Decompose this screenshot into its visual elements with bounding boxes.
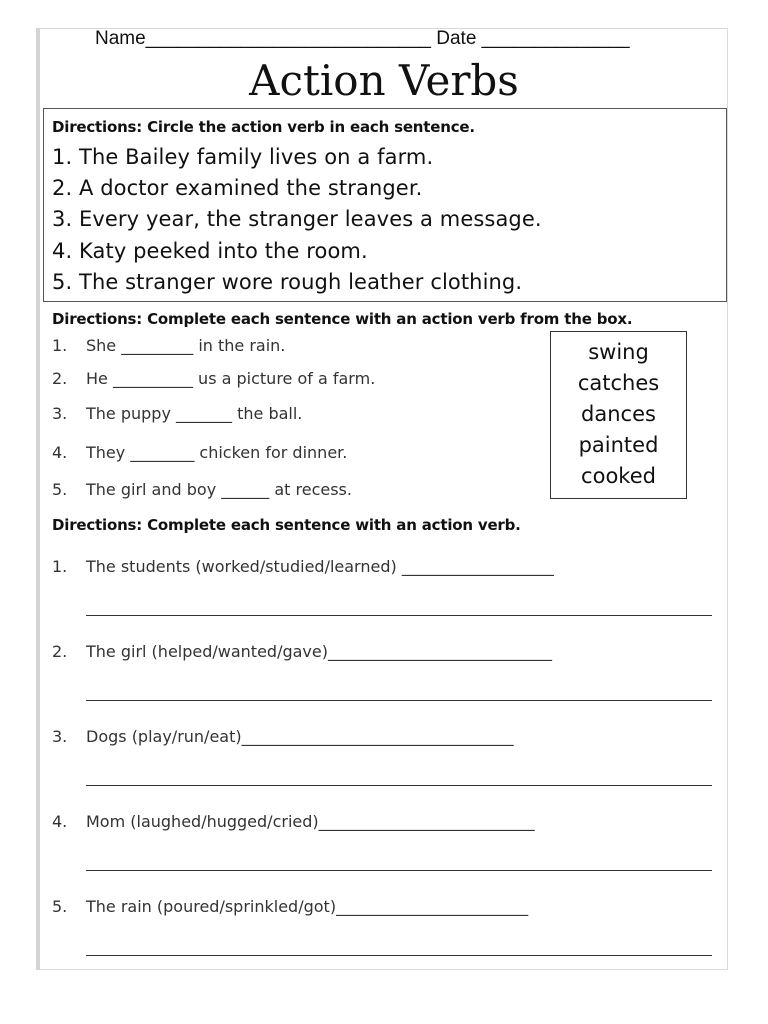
part3-sentence-1: The students (worked/studied/learned) ___________________ [86, 557, 554, 576]
part1-sentence-3: 3. Every year, the stranger leaves a message. [52, 207, 542, 231]
answer-line [86, 615, 712, 616]
part3-sentence-2: The girl (helped/wanted/gave)____________________________ [86, 642, 552, 661]
word-box [550, 331, 687, 499]
part3-num-1: 1. [52, 557, 68, 576]
part3-num-5: 5. [52, 897, 68, 916]
part1-sentence-1: 1. The Bailey family lives on a farm. [52, 145, 434, 169]
part2-sentence-3: The puppy _______ the ball. [86, 404, 303, 423]
part1-sentence-5: 5. The stranger wore rough leather clothing. [52, 270, 523, 294]
answer-line [86, 785, 712, 786]
part1-sentence-4: 4. Katy peeked into the room. [52, 239, 368, 263]
answer-line [86, 955, 712, 956]
part3-num-4: 4. [52, 812, 68, 831]
part2-sentence-2: He __________ us a picture of a farm. [86, 369, 376, 388]
part2-num-3: 3. [52, 404, 68, 423]
part2-num-4: 4. [52, 443, 68, 462]
name-date-line: Name___________________________ Date ______________ [95, 28, 630, 49]
page-title: Action Verbs [249, 56, 519, 105]
part2-num-5: 5. [52, 480, 68, 499]
part2-sentence-4: They ________ chicken for dinner. [86, 443, 348, 462]
part2-num-1: 1. [52, 336, 68, 355]
part3-num-2: 2. [52, 642, 68, 661]
part3-sentence-4: Mom (laughed/hugged/cried)___________________________ [86, 812, 535, 831]
part2-sentence-1: She _________ in the rain. [86, 336, 286, 355]
word-box-word: cooked [581, 464, 656, 488]
part2-directions: Directions: Complete each sentence with an action verb from the box. [52, 310, 633, 328]
part2-num-2: 2. [52, 369, 68, 388]
part1-directions: Directions: Circle the action verb in each sentence. [52, 118, 475, 136]
answer-line [86, 870, 712, 871]
part3-directions: Directions: Complete each sentence with an action verb. [52, 516, 521, 534]
part3-sentence-3: Dogs (play/run/eat)__________________________________ [86, 727, 514, 746]
word-box-word: dances [581, 402, 656, 426]
answer-line [86, 700, 712, 701]
word-box-word: swing [588, 340, 649, 364]
part2-sentence-5: The girl and boy ______ at recess. [86, 480, 352, 499]
part3-num-3: 3. [52, 727, 68, 746]
part3-sentence-5: The rain (poured/sprinkled/got)________________________ [86, 897, 529, 916]
word-box-word: painted [578, 433, 659, 457]
word-box-word: catches [577, 371, 660, 395]
part1-sentence-2: 2. A doctor examined the stranger. [52, 176, 423, 200]
